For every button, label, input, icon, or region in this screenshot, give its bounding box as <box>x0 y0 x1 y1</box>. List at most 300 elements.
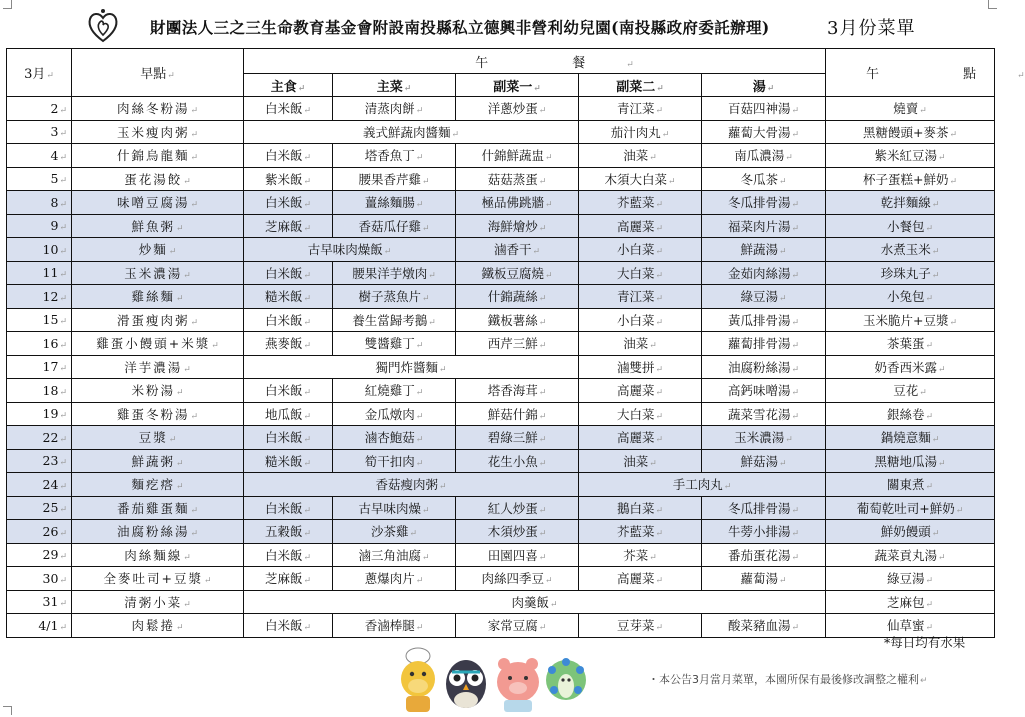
paragraph-mark: ↵ <box>791 106 800 117</box>
main-dish-cell <box>333 214 456 238</box>
paragraph-mark: ↵ <box>655 411 664 422</box>
lunch-merged-cell <box>244 238 456 262</box>
paragraph-mark: ↵ <box>190 505 199 516</box>
side-dish1-cell-text: 海鮮燴炒 <box>487 218 538 234</box>
paragraph-mark: ↵ <box>303 388 312 399</box>
breakfast-cell <box>72 379 244 403</box>
paragraph-mark: ↵ <box>955 505 964 516</box>
side-dish2-cell <box>579 449 702 473</box>
main-dish-cell-text: 滷杏鮑菇 <box>364 430 415 446</box>
paragraph-mark: ↵ <box>791 200 800 211</box>
side-dish1-cell-text: 洋蔥炒蛋 <box>487 101 538 117</box>
paragraph-mark: ↵ <box>931 435 940 446</box>
staple-cell <box>244 426 333 450</box>
soup-cell-text: 綠豆湯 <box>740 289 778 305</box>
paragraph-mark: ↵ <box>791 411 800 422</box>
paragraph-mark: ↵ <box>303 576 312 587</box>
paragraph-mark: ↵ <box>303 505 312 516</box>
side-dish2-cell-text: 芥藍菜 <box>616 195 655 211</box>
staple-cell <box>244 449 333 473</box>
staple-cell-text: 芝麻飯 <box>264 218 303 234</box>
paragraph-mark: ↵ <box>655 247 664 258</box>
main-dish-cell-text: 養生當歸考鵝 <box>352 312 428 328</box>
soup-cell <box>702 449 826 473</box>
snack-cell-text: 銀絲卷 <box>886 406 925 422</box>
paragraph-mark: ↵ <box>415 623 424 634</box>
paragraph-mark: ↵ <box>931 270 940 281</box>
staple-cell-text: 糙米飯 <box>264 289 303 305</box>
paragraph-mark: ↵ <box>59 481 67 492</box>
soup-cell-text: 百菇四神湯 <box>727 101 791 117</box>
main-dish-cell-text: 古早味肉燥 <box>358 500 421 516</box>
breakfast-cell <box>72 496 244 520</box>
soup-cell-text: 蘿蔔湯 <box>740 571 778 587</box>
paragraph-mark: ↵ <box>59 199 67 210</box>
breakfast-cell <box>72 567 244 591</box>
soup-cell-text: 鮮菇湯 <box>740 453 778 469</box>
breakfast-cell <box>72 614 244 638</box>
snack-cell <box>826 261 995 285</box>
paragraph-mark: ↵ <box>175 294 184 305</box>
paragraph-mark: ↵ <box>925 482 934 493</box>
snack-cell <box>826 144 995 168</box>
paragraph-mark: ↵ <box>415 153 424 164</box>
soup-cell-text: 冬瓜排骨湯 <box>727 195 791 211</box>
side-dish2-cell-text: 小白菜 <box>616 312 655 328</box>
paragraph-mark: ↵ <box>925 623 934 634</box>
date-cell <box>7 426 72 450</box>
paragraph-mark: ↵ <box>211 341 219 352</box>
paragraph-mark: ↵ <box>538 223 547 234</box>
paragraph-mark: ↵ <box>421 294 430 305</box>
date-cell <box>7 496 72 520</box>
staple-cell-text: 白米飯 <box>264 500 303 516</box>
soup-cell <box>702 426 826 450</box>
side-dish1-cell <box>456 97 579 121</box>
paragraph-mark: ↵ <box>59 340 67 351</box>
breakfast-cell <box>72 238 244 262</box>
table-row <box>7 285 995 309</box>
snack-cell-text: 綠豆湯 <box>886 571 925 587</box>
staple-cell <box>244 97 333 121</box>
staple-cell-text: 白米飯 <box>264 430 303 446</box>
paragraph-mark: ↵ <box>421 505 430 516</box>
paragraph-mark: ↵ <box>438 482 447 493</box>
date-cell <box>7 402 72 426</box>
staple-cell <box>244 567 333 591</box>
snack-cell <box>826 473 995 497</box>
paragraph-mark: ↵ <box>421 223 430 234</box>
date-cell <box>7 214 72 238</box>
side-dish2-cell-text: 油菜 <box>623 148 649 164</box>
paragraph-mark: ↵ <box>59 599 67 610</box>
breakfast-cell <box>72 543 244 567</box>
paragraph-mark: ↵ <box>791 388 800 399</box>
breakfast-cell-text: 雞蛋冬粉湯 <box>116 406 190 422</box>
date-cell <box>7 520 72 544</box>
horse-mascot-icon <box>401 648 435 712</box>
paragraph-mark: ↵ <box>175 388 184 399</box>
paragraph-mark: ↵ <box>59 458 67 469</box>
table-row <box>7 355 995 379</box>
paragraph-mark: ↵ <box>538 176 547 187</box>
paragraph-mark: ↵ <box>59 129 67 140</box>
side-dish1-cell <box>456 520 579 544</box>
table-row <box>7 426 995 450</box>
breakfast-cell-text: 全麥吐司+豆漿 <box>103 571 203 587</box>
paragraph-mark: ↵ <box>649 341 657 352</box>
side-dish2-cell <box>579 426 702 450</box>
side-dish2-cell <box>579 214 702 238</box>
menu-body <box>7 97 995 638</box>
side-dish2-cell-text: 高麗菜 <box>616 383 655 399</box>
pig-mascot-icon <box>497 658 539 712</box>
breakfast-cell <box>72 97 244 121</box>
breakfast-cell-text: 麵疙瘩 <box>131 477 175 493</box>
staple-cell-text: 紫米飯 <box>264 171 303 187</box>
main-dish-header: 主菜↵ <box>333 74 456 97</box>
breakfast-cell-text: 肉絲冬粉湯 <box>116 101 190 117</box>
paragraph-mark: ↵ <box>59 152 67 163</box>
main-dish-cell <box>333 308 456 332</box>
soup-cell <box>702 285 826 309</box>
snack-cell <box>826 120 995 144</box>
date-cell-text: 4/1 <box>38 617 59 633</box>
breakfast-cell <box>72 402 244 426</box>
staple-cell-text: 白米飯 <box>264 547 303 563</box>
main-dish-cell-text: 金瓜燉肉 <box>364 406 415 422</box>
date-cell <box>7 238 72 262</box>
paragraph-mark: ↵ <box>303 552 312 563</box>
table-row <box>7 167 995 191</box>
breakfast-cell-text: 玉米瘦肉粥 <box>116 124 190 140</box>
page-title: 財團法人三之三生命教育基金會附設南投縣私立德興非營利幼兒園(南投縣政府委託辦理) <box>150 18 770 37</box>
paragraph-mark: ↵ <box>59 575 67 586</box>
paragraph-mark: ↵ <box>415 411 424 422</box>
side-dish1-cell-text: 極品佛跳牆 <box>481 195 544 211</box>
peacock-mascot-icon <box>546 658 586 700</box>
snack-cell <box>826 379 995 403</box>
staple-cell <box>244 379 333 403</box>
paragraph-mark: ↵ <box>925 294 934 305</box>
paragraph-mark: ↵ <box>655 294 664 305</box>
paragraph-mark: ↵ <box>538 294 547 305</box>
breakfast-cell-text: 炒麵 <box>138 242 168 258</box>
side-dish2-cell-text: 青江菜 <box>616 289 655 305</box>
lunch-header: 午 餐↵ <box>244 49 826 74</box>
side-dish1-header: 副菜一↵ <box>456 74 579 97</box>
date-cell <box>7 614 72 638</box>
soup-cell <box>702 496 826 520</box>
paragraph-mark: ↵ <box>785 153 793 164</box>
date-cell-text: 2 <box>50 100 59 116</box>
side-dish1-cell-text: 肉絲四季豆 <box>481 571 544 587</box>
paragraph-mark: ↵ <box>667 176 676 187</box>
soup-cell <box>702 167 826 191</box>
breakfast-cell <box>72 144 244 168</box>
date-cell <box>7 543 72 567</box>
table-row <box>7 332 995 356</box>
paragraph-mark: ↵ <box>190 129 199 140</box>
side-dish2-cell <box>579 308 702 332</box>
paragraph-mark: ↵ <box>415 341 424 352</box>
paragraph-mark: ↵ <box>655 576 664 587</box>
staple-cell <box>244 285 333 309</box>
breakfast-cell-text: 玉米濃湯 <box>124 265 183 281</box>
lunch-merged-cell <box>244 473 579 497</box>
lunch-merged-cell-text: 獨門炸醬麵 <box>375 359 438 375</box>
breakfast-cell <box>72 120 244 144</box>
staple-cell-text: 五穀飯 <box>264 524 303 540</box>
paragraph-mark: ↵ <box>925 341 934 352</box>
snack-cell <box>826 97 995 121</box>
snack-cell <box>826 402 995 426</box>
table-row <box>7 473 995 497</box>
soup-cell-text: 油腐粉絲湯 <box>727 359 791 375</box>
paragraph-mark: ↵ <box>791 129 800 140</box>
snack-cell <box>826 496 995 520</box>
month-header: 3月↵ <box>7 49 72 97</box>
side-dish1-cell-text: 什錦蔬絲 <box>487 289 538 305</box>
soup-cell-text: 金茹肉絲湯 <box>727 265 791 281</box>
paragraph-mark: ↵ <box>655 200 664 211</box>
main-dish-cell <box>333 191 456 215</box>
side-dish1-cell <box>456 543 579 567</box>
main-dish-cell-text: 香菇瓜仔雞 <box>358 218 421 234</box>
date-cell <box>7 355 72 379</box>
paragraph-mark: ↵ <box>428 317 436 328</box>
soup-cell <box>702 379 826 403</box>
staple-cell-text: 地瓜飯 <box>264 406 303 422</box>
paragraph-mark: ↵ <box>655 223 664 234</box>
side-dish1-cell <box>456 214 579 238</box>
breakfast-cell <box>72 191 244 215</box>
paragraph-mark: ↵ <box>949 176 958 187</box>
side-dish2-cell <box>579 144 702 168</box>
staple-cell <box>244 543 333 567</box>
paragraph-mark: ↵ <box>538 435 547 446</box>
main-dish-cell <box>333 97 456 121</box>
soup-cell <box>702 97 826 121</box>
side-dish2-cell <box>579 496 702 520</box>
paragraph-mark: ↵ <box>549 599 558 610</box>
side-dish1-cell <box>456 567 579 591</box>
date-cell-text: 18 <box>42 382 59 398</box>
breakfast-cell-text: 肉鬆捲 <box>131 618 175 634</box>
side-dish2-cell-text: 芥菜 <box>623 547 649 563</box>
paragraph-mark: ↵ <box>655 317 664 328</box>
date-cell <box>7 285 72 309</box>
breakfast-cell-text: 米粉湯 <box>131 383 175 399</box>
paragraph-mark: ↵ <box>303 341 312 352</box>
main-dish-cell <box>333 285 456 309</box>
paragraph-mark: ↵ <box>203 576 212 587</box>
paragraph-mark: ↵ <box>59 105 67 116</box>
paragraph-mark: ↵ <box>303 623 312 634</box>
paragraph-mark: ↵ <box>190 317 199 328</box>
paragraph-mark: ↵ <box>544 270 553 281</box>
main-dish-cell-text: 塔香魚丁 <box>364 148 415 164</box>
table-row <box>7 402 995 426</box>
paragraph-mark: ↵ <box>190 200 199 211</box>
snack-cell-text: 仙草蜜 <box>886 618 925 634</box>
side-dish2-header: 副菜二↵ <box>579 74 702 97</box>
table-row <box>7 261 995 285</box>
soup-cell <box>702 402 826 426</box>
paragraph-mark: ↵ <box>791 270 800 281</box>
main-dish-cell <box>333 543 456 567</box>
crop-mark <box>3 706 12 715</box>
paragraph-mark: ↵ <box>925 411 934 422</box>
paragraph-mark: ↵ <box>937 153 946 164</box>
main-dish-cell-text: 清蒸肉餅 <box>364 101 415 117</box>
breakfast-cell <box>72 355 244 379</box>
side-dish1-cell <box>456 449 579 473</box>
snack-cell-text: 小兔包 <box>886 289 925 305</box>
paragraph-mark: ↵ <box>791 223 800 234</box>
menu-table <box>6 48 1025 638</box>
side-dish2-cell <box>579 614 702 638</box>
paragraph-mark: ↵ <box>778 576 787 587</box>
breakfast-cell <box>72 520 244 544</box>
snack-cell-text: 葡萄乾吐司+鮮奶 <box>856 500 955 516</box>
lunch-merged-cell-text: 義式鮮蔬肉醬麵 <box>362 124 451 140</box>
lunch-merged-cell-text: 古早味肉燥飯 <box>307 242 383 258</box>
paragraph-mark: ↵ <box>785 435 793 446</box>
side-dish1-cell-text: 菇菇蒸蛋 <box>487 171 538 187</box>
side-dish2-cell <box>579 520 702 544</box>
lunch-merged-cell <box>244 355 579 379</box>
main-dish-cell-text: 沙茶雞 <box>370 524 409 540</box>
paragraph-mark: ↵ <box>538 411 547 422</box>
lunch-merged-cell-text: 肉羹飯 <box>511 594 549 610</box>
paragraph-mark: ↵ <box>59 270 67 281</box>
paragraph-mark: ↵ <box>538 106 547 117</box>
side-dish1-cell-text: 田園四喜 <box>487 547 538 563</box>
side-dish2-cell <box>579 261 702 285</box>
fruit-note: *每日均有水果 <box>884 635 966 650</box>
snack-cell <box>826 567 995 591</box>
paragraph-mark: ↵ <box>791 505 800 516</box>
main-dish-cell <box>333 520 456 544</box>
breakfast-cell <box>72 214 244 238</box>
paragraph-mark: ↵ <box>544 153 553 164</box>
table-row <box>7 120 995 144</box>
date-cell-text: 15 <box>42 312 59 328</box>
soup-cell-text: 冬瓜茶 <box>740 171 778 187</box>
paragraph-mark: ↵ <box>538 529 547 540</box>
breakfast-cell <box>72 285 244 309</box>
side-dish1-cell <box>456 496 579 520</box>
breakfast-header: 早點↵ <box>72 49 244 97</box>
paragraph-mark: ↵ <box>428 270 436 281</box>
main-dish-cell <box>333 402 456 426</box>
paragraph-mark: ↵ <box>538 388 547 399</box>
paragraph-mark: ↵ <box>183 599 191 610</box>
paragraph-mark: ↵ <box>175 623 184 634</box>
paragraph-mark: ↵ <box>649 153 657 164</box>
soup-cell-text: 南瓜濃湯 <box>734 148 785 164</box>
date-cell-text: 24 <box>42 476 59 492</box>
table-row <box>7 214 995 238</box>
breakfast-cell-text: 清粥小菜 <box>124 594 183 610</box>
soup-cell-text: 黃瓜排骨湯 <box>727 312 791 328</box>
main-dish-cell <box>333 261 456 285</box>
paragraph-mark: ↵ <box>919 388 927 399</box>
paragraph-mark: ↵ <box>655 106 664 117</box>
snack-cell <box>826 285 995 309</box>
paragraph-mark: ↵ <box>415 576 424 587</box>
paragraph-mark: ↵ <box>168 435 177 446</box>
paragraph-mark: ↵ <box>415 200 424 211</box>
snack-cell <box>826 214 995 238</box>
date-cell-text: 23 <box>42 453 59 469</box>
paragraph-mark: ↵ <box>649 552 657 563</box>
paragraph-mark: ↵ <box>183 270 191 281</box>
side-dish2-cell-text: 高麗菜 <box>616 218 655 234</box>
date-cell-text: 30 <box>42 570 59 586</box>
table-row <box>7 379 995 403</box>
paragraph-mark: ↵ <box>655 435 664 446</box>
side-dish1-cell-text: 紅人炒蛋 <box>487 500 538 516</box>
soup-cell <box>702 308 826 332</box>
breakfast-cell <box>72 261 244 285</box>
side-dish1-cell <box>456 167 579 191</box>
soup-cell <box>702 120 826 144</box>
date-cell-text: 19 <box>42 406 59 422</box>
lunch-merged-cell <box>244 120 579 144</box>
side-dish1-cell-text: 塔香海茸 <box>487 383 538 399</box>
paragraph-mark: ↵ <box>59 528 67 539</box>
paragraph-mark: ↵ <box>303 106 312 117</box>
main-dish-cell <box>333 332 456 356</box>
date-cell-text: 8 <box>50 194 59 210</box>
date-cell-text: 3 <box>50 124 59 140</box>
breakfast-cell <box>72 590 244 614</box>
side-dish2-cell-text: 油菜 <box>623 453 649 469</box>
staple-cell-text: 白米飯 <box>264 195 303 211</box>
soup-cell-text: 福菜肉片湯 <box>727 218 791 234</box>
paragraph-mark: ↵ <box>661 129 670 140</box>
side-dish2-cell <box>579 120 702 144</box>
breakfast-cell <box>72 473 244 497</box>
snack-cell-text: 乾拌麵線 <box>880 195 931 211</box>
main-dish-cell <box>333 426 456 450</box>
paragraph-mark: ↵ <box>791 317 800 328</box>
paragraph-mark: ↵ <box>649 458 657 469</box>
side-dish2-cell <box>579 238 702 262</box>
table-row <box>7 144 995 168</box>
main-dish-cell <box>333 567 456 591</box>
paragraph-mark: ↵ <box>59 434 67 445</box>
paragraph-mark: ↵ <box>59 505 67 516</box>
paragraph-mark: ↵ <box>59 293 67 304</box>
paragraph-mark: ↵ <box>59 246 67 257</box>
snack-cell-text: 黑糖饅頭+麥茶 <box>862 124 949 140</box>
snack-cell <box>826 449 995 473</box>
paragraph-mark: ↵ <box>791 529 800 540</box>
paragraph-mark: ↵ <box>303 200 312 211</box>
side-dish2-cell-text: 鵝白菜 <box>616 500 655 516</box>
breakfast-cell <box>72 426 244 450</box>
breakfast-cell-text: 肉絲麵線 <box>124 547 183 563</box>
date-cell-text: 17 <box>42 359 59 375</box>
paragraph-mark: ↵ <box>303 270 312 281</box>
soup-cell <box>702 332 826 356</box>
soup-cell <box>702 191 826 215</box>
soup-cell-text: 番茄蛋花湯 <box>727 547 791 563</box>
side-dish1-cell <box>456 238 579 262</box>
